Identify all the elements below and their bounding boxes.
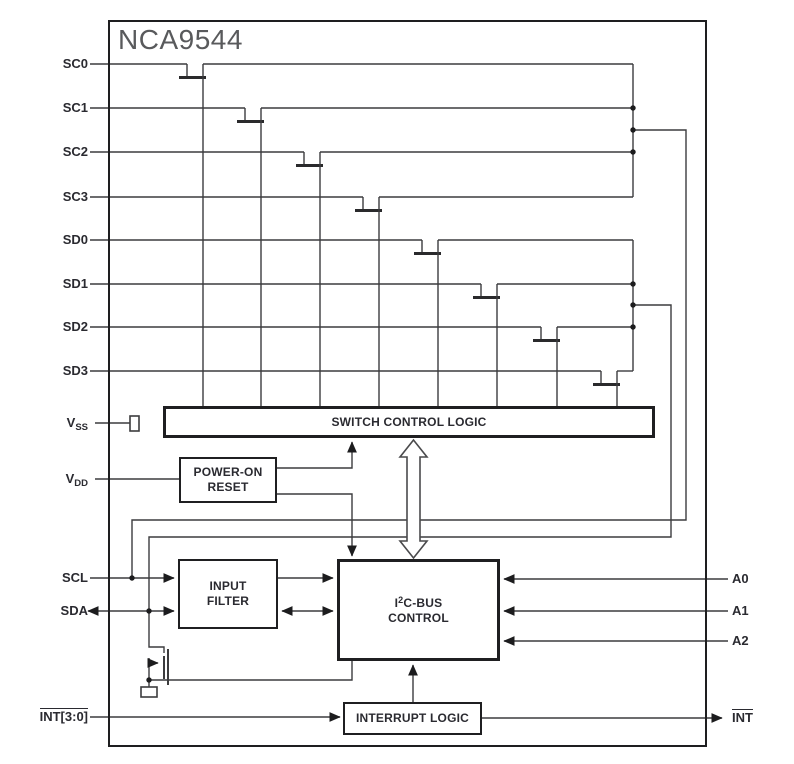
pin-label-sc0: SC0 bbox=[62, 56, 88, 71]
pin-label-sd1: SD1 bbox=[62, 276, 88, 291]
pin-label-vdd: $V_{DD}$ bbox=[65, 471, 88, 489]
chip-title: NCA9544 bbox=[118, 24, 243, 55]
pin-label-sc1: SC1 bbox=[62, 100, 88, 115]
pin-label-int30: INT[3:0] bbox=[39, 709, 88, 724]
block-label: INPUT bbox=[209, 579, 247, 593]
pin-label-vss: $V_{SS}$ bbox=[66, 415, 88, 433]
block-label: POWER-ON bbox=[193, 465, 263, 479]
block-label: RESET bbox=[207, 480, 249, 494]
block-label: CONTROL bbox=[388, 610, 449, 625]
block-label: INTERRUPT LOGIC bbox=[356, 711, 469, 725]
input-filter-block bbox=[178, 559, 278, 629]
pin-label-int: INT bbox=[732, 710, 753, 725]
block-label: SWITCH CONTROL LOGIC bbox=[331, 414, 487, 429]
block-label: FILTER bbox=[206, 594, 250, 608]
pin-label-sd2: SD2 bbox=[62, 319, 88, 334]
pin-label-sd0: SD0 bbox=[62, 232, 88, 247]
pin-label-a1: A1 bbox=[732, 603, 749, 618]
pin-label-sd3: SD3 bbox=[62, 363, 88, 378]
pin-label-scl: SCL bbox=[62, 570, 88, 585]
switch-control-logic-block bbox=[163, 406, 655, 438]
pin-label-sda: SDA bbox=[60, 603, 88, 618]
pin-label-a2: A2 bbox=[732, 633, 749, 648]
interrupt-logic-block bbox=[343, 702, 482, 735]
pin-label-sc3: SC3 bbox=[62, 189, 88, 204]
pin-label-a0: A0 bbox=[732, 571, 749, 586]
block-label: $I^2C$-BUS bbox=[394, 594, 443, 610]
i2c-bus-control-block bbox=[337, 559, 500, 661]
pin-label-sc2: SC2 bbox=[62, 144, 88, 159]
power-on-reset-block bbox=[179, 457, 277, 503]
